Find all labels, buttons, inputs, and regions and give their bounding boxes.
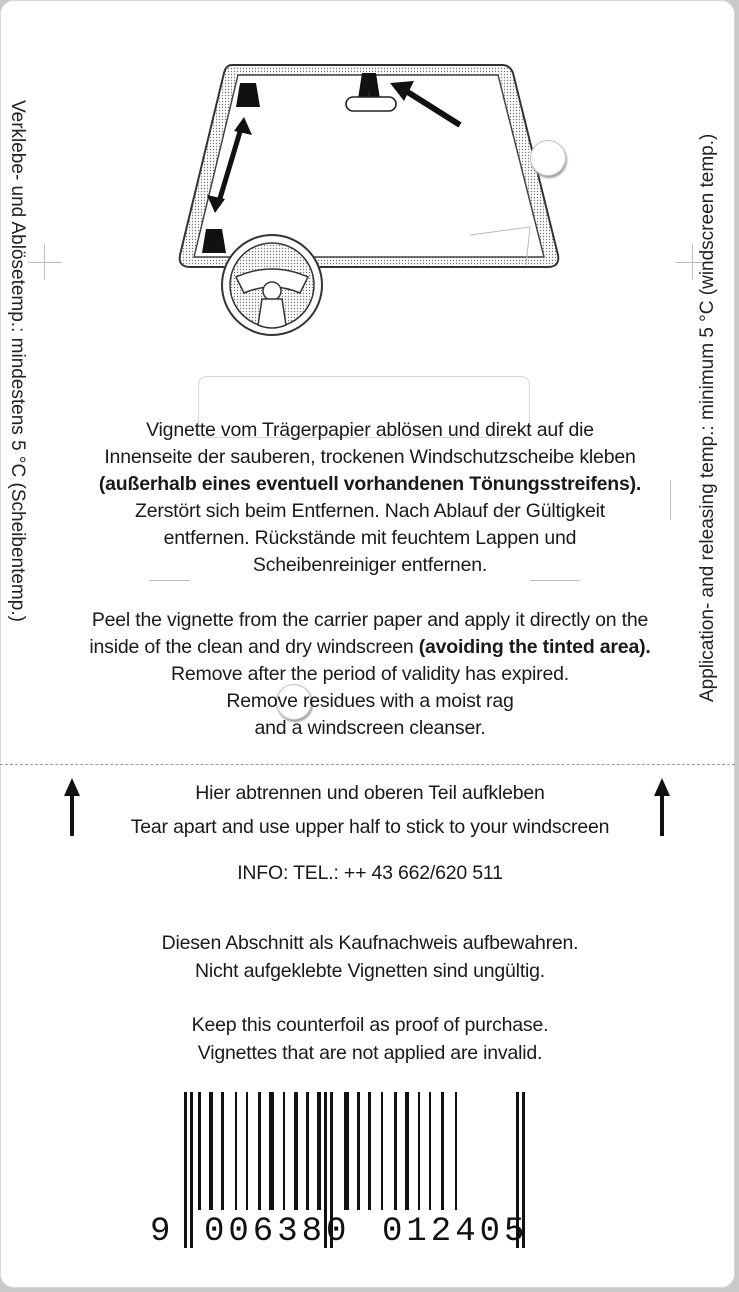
counterfoil-de xyxy=(40,929,700,985)
instructions-en-line: inside of the clean and dry windscreen (avoiding the tinted area). xyxy=(89,636,651,658)
vignette-bottom-left xyxy=(202,229,226,253)
barcode-bar xyxy=(235,1092,237,1210)
info-phone: INFO: TEL.: ++ 43 662/620 511 xyxy=(237,862,503,884)
barcode-bar xyxy=(198,1092,201,1210)
steering-wheel-icon xyxy=(222,235,322,335)
barcode-bar xyxy=(221,1092,224,1210)
punch-hole-top xyxy=(530,140,566,176)
instructions-de-line: entfernen. Rückstände mit feuchtem Lappen und xyxy=(163,527,577,549)
instructions-en xyxy=(40,607,700,742)
barcode-bar xyxy=(429,1092,431,1210)
instructions-en-line: Peel the vignette from the carrier paper and apply it directly on the xyxy=(91,609,649,631)
barcode-bar xyxy=(344,1092,349,1210)
barcode-bar xyxy=(317,1092,321,1210)
instructions-en-line: Remove residues with a moist rag xyxy=(226,690,514,712)
barcode-bar xyxy=(190,1092,193,1248)
instructions-de xyxy=(40,417,700,579)
barcode-bar xyxy=(184,1092,187,1248)
barcode-first-digit: 9 xyxy=(150,1213,171,1250)
tear-instruction-en: Tear apart and use upper half to stick to your windscreen xyxy=(130,816,610,838)
barcode-bar xyxy=(418,1092,420,1210)
barcode-bar xyxy=(246,1092,248,1210)
barcode-bar xyxy=(441,1092,444,1210)
windscreen-illustration xyxy=(170,55,570,345)
instructions-en-line: and a windscreen cleanser. xyxy=(254,717,486,739)
tear-instruction-de: Hier abtrennen und oberen Teil aufkleben xyxy=(195,782,545,804)
tear-line[interactable] xyxy=(0,764,735,765)
barcode-bar xyxy=(381,1092,383,1210)
barcode xyxy=(150,1090,550,1250)
barcode-bar xyxy=(258,1092,261,1210)
instructions-de-line-bold: (außerhalb eines eventuell vorhandenen Tönungsstreifens). xyxy=(98,473,642,495)
barcode-bar xyxy=(405,1092,409,1210)
tear-instructions xyxy=(40,776,700,844)
barcode-bar xyxy=(294,1092,298,1210)
barcode-right-group: 012405 xyxy=(382,1213,529,1250)
instructions-de-line: Zerstört sich beim Entfernen. Nach Ablauf der Gültigkeit xyxy=(134,500,606,522)
barcode-bar xyxy=(455,1092,457,1210)
barcode-bar xyxy=(357,1092,360,1210)
instructions-de-line: Vignette vom Trägerpapier ablösen und direkt auf die xyxy=(146,419,594,441)
instructions-en-line: Remove after the period of validity has expired. xyxy=(171,663,569,685)
barcode-bar xyxy=(368,1092,371,1210)
counterfoil-de-line: Nicht aufgeklebte Vignetten sind ungültig. xyxy=(194,960,546,982)
instructions-de-line: Scheibenreiniger entfernen. xyxy=(252,554,488,576)
barcode-bar xyxy=(394,1092,397,1210)
barcode-bar xyxy=(209,1092,213,1210)
barcode-bar xyxy=(269,1092,274,1210)
counterfoil-en-line: Vignettes that are not applied are invalid. xyxy=(197,1042,543,1064)
barcode-bar xyxy=(306,1092,309,1210)
counterfoil-de-line: Diesen Abschnitt als Kaufnachweis aufbewahren. xyxy=(161,932,579,954)
application-temp-en: Application- and releasing temp.: minimum 5 °C (windscreen temp.) xyxy=(697,133,718,702)
vignette-top-left xyxy=(236,83,260,107)
barcode-left-group: 006380 xyxy=(204,1213,351,1250)
mirror-icon xyxy=(346,97,396,111)
counterfoil-en-line: Keep this counterfoil as proof of purchase. xyxy=(191,1014,549,1036)
instructions-de-line: Innenseite der sauberen, trockenen Windschutzscheibe kleben xyxy=(104,446,636,468)
counterfoil-en xyxy=(40,1011,700,1067)
application-temp-de: Verklebe- und Ablösetemp.: mindestens 5 °C (Scheibentemp.) xyxy=(7,100,28,622)
barcode-bar xyxy=(283,1092,285,1210)
